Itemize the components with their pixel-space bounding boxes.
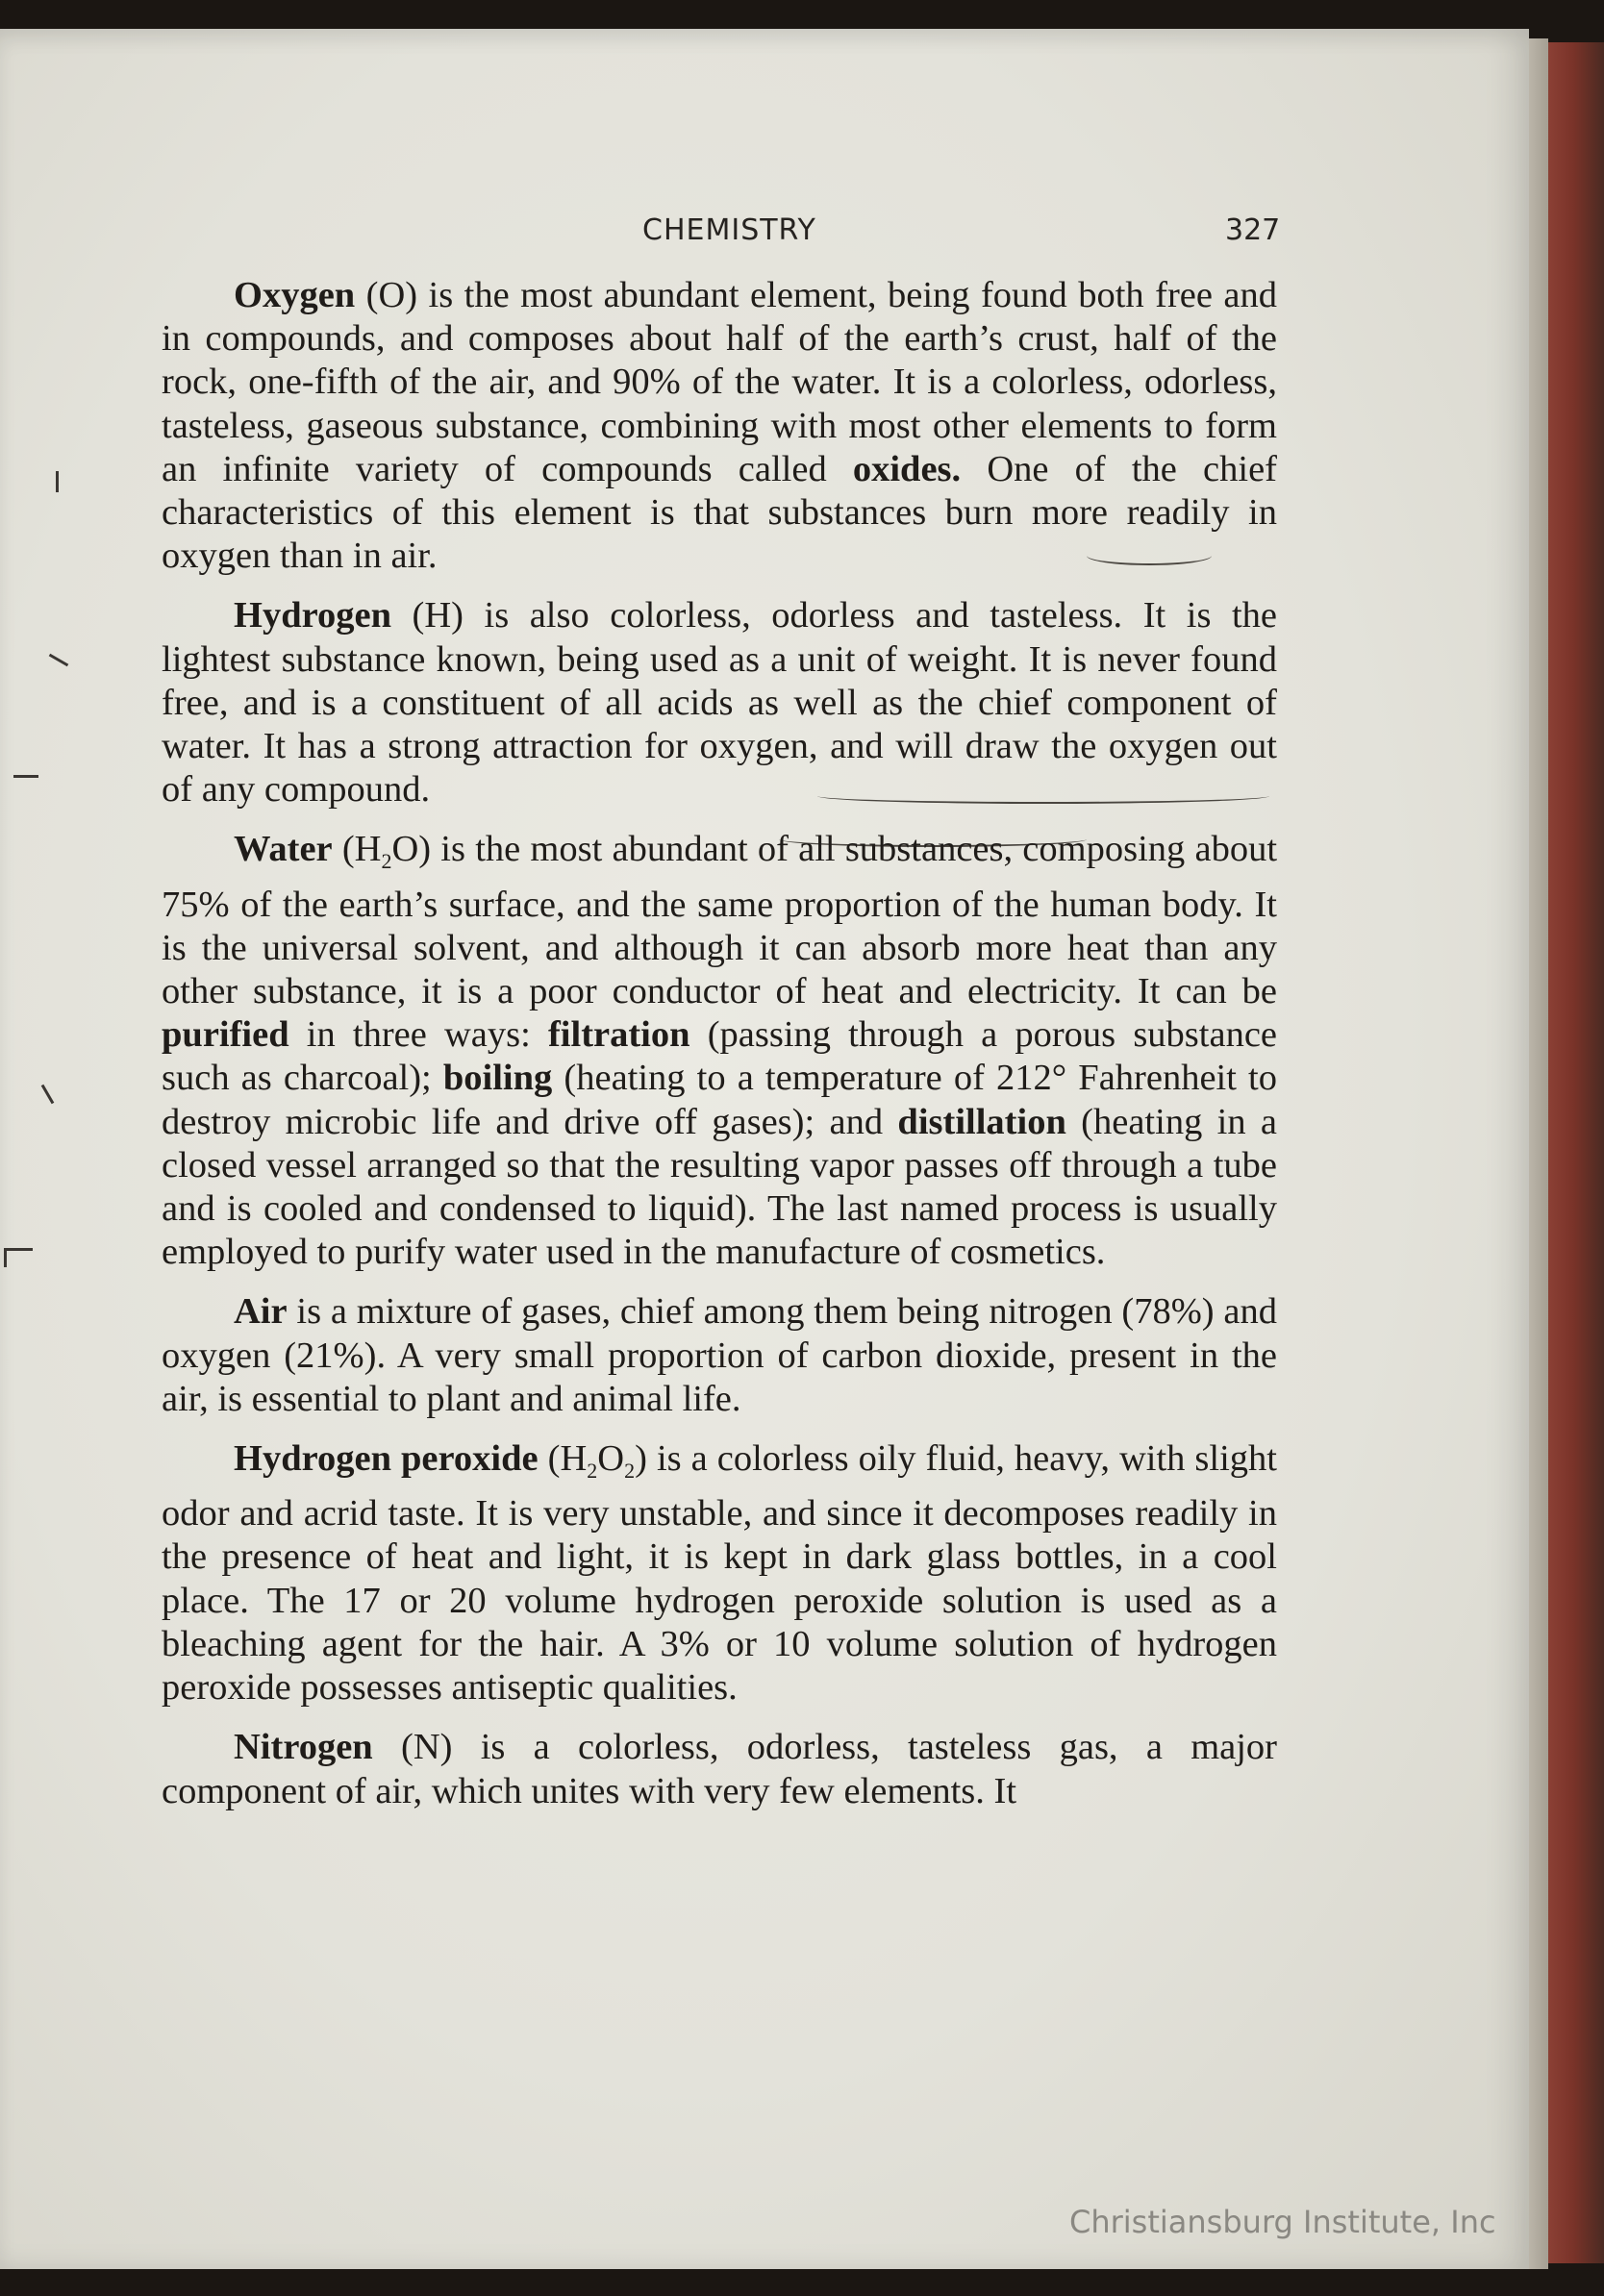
margin-mark <box>56 471 59 492</box>
paragraph-water <box>162 828 1277 1274</box>
paragraph-text: is a colorless oily fluid, heavy, with slight odor and acrid taste. It is very unstable, and since it decomposes readily in the presence of heat and light, it is kept in dark glass bottles, in a cool place. The 17 or 20 volume hydrogen peroxide solution is used as a bleaching agent for the hair. A 3% or 10 volume solution of hydrogen peroxide possesses antiseptic qualities. <box>162 1438 1278 1709</box>
paragraph-hydrogen <box>162 594 1277 811</box>
formula-part: (H <box>332 829 382 870</box>
paragraph-text: One of the chief characteristics of this element is that substances burn more readily in oxygen than in air. <box>162 448 1277 577</box>
term-water: Water <box>234 829 333 870</box>
formula-subscript: 2 <box>587 1459 598 1484</box>
paragraph-nitrogen <box>162 1726 1277 1812</box>
body-text <box>162 274 1277 1830</box>
formula-part: ) <box>635 1438 647 1480</box>
term-filtration: filtration <box>547 1014 690 1056</box>
paragraph-text: (N) is a colorless, odorless, tasteless gas, a major component of air, which unites with very few elements. It <box>162 1727 1277 1811</box>
paragraph-text: in three ways: <box>288 1014 548 1056</box>
term-distillation: distillation <box>897 1101 1066 1142</box>
paragraph-text: is a mixture of gases, chief among them being nitrogen (78%) and oxygen (21%). A very small proportion of carbon dioxide, present in the air, is essential to plant and animal life. <box>162 1291 1277 1419</box>
term-oxides: oxides. <box>852 448 962 489</box>
paragraph-text: is the most abundant of all substances, composing about 75% of the earth’s surface, and the same proportion of the human body. It is the universal solvent, and although it can absorb more heat than any other substance, it is a poor conductor of heat and electricity. It can be <box>162 829 1278 1012</box>
margin-mark <box>49 654 69 667</box>
term-boiling: boiling <box>442 1058 553 1099</box>
term-nitrogen: Nitrogen <box>234 1727 373 1768</box>
running-head: CHEMISTRY <box>642 213 816 247</box>
term-purified: purified <box>162 1014 289 1056</box>
formula-subscript: 2 <box>381 849 392 874</box>
paragraph-air <box>162 1290 1277 1421</box>
margin-mark <box>4 1248 33 1251</box>
term-oxygen: Oxygen <box>234 275 356 315</box>
paragraph-oxygen <box>162 274 1277 578</box>
formula-part: O) <box>391 829 432 870</box>
margin-mark <box>13 775 38 778</box>
paragraph-text: (heating in a closed vessel arranged so that the resulting vapor passes off through a tube and is cooled and condensed to liquid). The last named process is usually employed to purify water used in the manufacture of cosmetics. <box>162 1101 1277 1273</box>
term-air: Air <box>234 1291 288 1333</box>
page-number: 327 <box>1225 213 1281 247</box>
paragraph-text: (heating to a temperature of 212° Fahrenheit to destroy microbic life and drive off gases); and <box>162 1058 1278 1142</box>
paragraph-text: (passing through a porous substance such as charcoal); <box>162 1014 1277 1099</box>
paragraph-text: (O) is the most abundant element, being found both free and in compounds, and composes about half of the earth’s crust, half of the rock, one-fifth of the air, and 90% of the water. It is a colorless, odorless, tasteless, gaseous substance, combining with most other elements to form an infinite variety of compounds called <box>162 275 1277 489</box>
term-hydrogen: Hydrogen <box>234 595 392 636</box>
margin-mark <box>41 1085 55 1105</box>
paragraph-hydrogen-peroxide <box>162 1437 1277 1710</box>
formula-part: O <box>597 1438 625 1480</box>
term-hydrogen-peroxide: Hydrogen peroxide <box>234 1438 539 1480</box>
formula-subscript: 2 <box>624 1459 636 1484</box>
formula-part: (H <box>538 1438 588 1480</box>
paragraph-text: (H) is also colorless, odorless and tasteless. It is the lightest substance known, being used as a unit of weight. It is never found free, and is a constituent of all acids as well as the chief component of water. It has a strong attraction for oxygen, and will draw the oxygen out of any compound. <box>162 595 1277 811</box>
margin-mark <box>4 1248 7 1267</box>
book-page <box>0 29 1529 2269</box>
watermark: Christiansburg Institute, Inc <box>1069 2204 1496 2240</box>
